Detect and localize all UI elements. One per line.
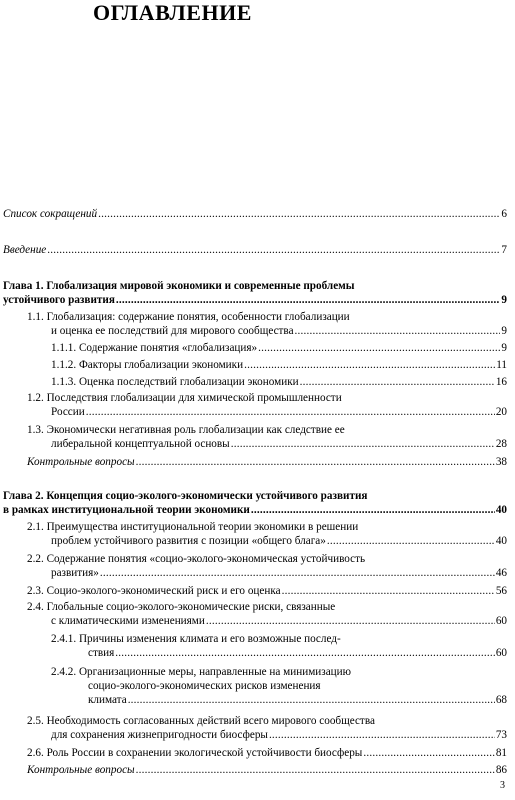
- toc-section-1-1[interactable]: [27, 310, 507, 338]
- toc-entry-label: 1.1.2. Факторы глобализации экономики: [51, 359, 244, 371]
- toc-page-number: 9: [501, 325, 507, 337]
- toc-entry-label: Контрольные вопросы: [27, 456, 135, 468]
- toc-section-2-4[interactable]: [27, 600, 507, 628]
- toc-page-number: 6: [501, 208, 507, 220]
- toc-page-number: 56: [495, 585, 507, 597]
- toc-entry-label: Контрольные вопросы: [27, 764, 135, 776]
- page-number: 3: [500, 780, 505, 791]
- toc-entry-label: 2.4. Глобальные социо-эколого-экономические риски, связанные: [27, 601, 336, 613]
- toc-page-number: 73: [495, 729, 507, 741]
- page-title: ОГЛАВЛЕНИЕ: [93, 0, 252, 25]
- toc-entry-label: 2.6. Роль России в сохранении экологической устойчивости биосферы: [27, 747, 363, 759]
- toc-subsection-1-1-3[interactable]: [51, 375, 507, 389]
- toc-entry-label: Список сокращений: [3, 208, 98, 220]
- toc-page-number: 7: [501, 244, 507, 256]
- toc-page-number: 40: [495, 535, 507, 547]
- toc-entry-label-cont: с климатическими изменениями: [51, 615, 205, 627]
- toc-entry-label-cont: социо-эколого-экономических рисков изменения: [88, 680, 321, 692]
- toc-page-number: 40: [495, 504, 507, 516]
- toc-page-number: 38: [495, 456, 507, 468]
- toc-entry-label: 1.2. Последствия глобализации для химической промышленности: [27, 392, 342, 404]
- toc-entry-label-cont: развития»: [51, 567, 99, 579]
- toc-page-number: 60: [495, 647, 507, 659]
- toc-entry-label: 2.3. Социо-эколого-экономический риск и его оценка: [27, 585, 281, 597]
- toc-entry-label-cont: и оценка ее последствий для мирового сообщества: [51, 325, 294, 337]
- toc-entry-abbreviations[interactable]: [3, 207, 507, 221]
- toc-entry-label: Глава 1. Глобализация мировой экономики и современные проблемы: [3, 280, 355, 292]
- toc-entry-label: 1.1. Глобализация: содержание понятия, особенности глобализации: [27, 311, 350, 323]
- toc-section-1-3[interactable]: [27, 423, 507, 451]
- toc-chapter-2[interactable]: [3, 489, 507, 517]
- toc-page-number: 81: [495, 747, 507, 759]
- toc-page-number: 16: [495, 376, 507, 388]
- toc-review-questions-2[interactable]: [27, 763, 507, 777]
- toc-page-number: 46: [495, 567, 507, 579]
- toc-page-number: 11: [496, 359, 507, 371]
- toc-subsection-1-1-2[interactable]: [51, 358, 507, 372]
- toc-section-2-6[interactable]: [27, 746, 507, 760]
- toc-section-2-5[interactable]: [27, 714, 507, 742]
- toc-entry-label-cont: климата: [88, 694, 127, 706]
- toc-page-number: 86: [495, 764, 507, 776]
- toc-entry-label: 1.3. Экономически негативная роль глобализации как следствие ее: [27, 424, 345, 436]
- toc-page-number: 9: [501, 342, 507, 354]
- toc-subsection-2-4-1[interactable]: [51, 632, 507, 660]
- toc-entry-label-cont: России: [51, 406, 85, 418]
- toc-entry-label-cont: для сохранения жизнепригодности биосферы: [51, 729, 268, 741]
- toc-entry-label-cont: в рамках институциональной теории экономики: [3, 504, 250, 516]
- toc-section-1-2[interactable]: [27, 391, 507, 419]
- toc-page-number: 60: [495, 615, 507, 627]
- toc-entry-label: 1.1.3. Оценка последствий глобализации экономики: [51, 376, 299, 388]
- toc-entry-label: 2.1. Преимущества институциональной теории экономики в решении: [27, 521, 359, 533]
- toc-subsection-2-4-2[interactable]: [51, 665, 507, 707]
- toc-page-number: 9: [501, 294, 507, 306]
- toc-entry-label: 2.5. Необходимость согласованных действий всего мирового сообщества: [27, 715, 375, 727]
- toc-review-questions-1[interactable]: [27, 455, 507, 469]
- toc-entry-label: Введение: [3, 244, 47, 256]
- toc-entry-label-cont: ствия: [88, 647, 115, 659]
- toc-section-2-1[interactable]: [27, 520, 507, 548]
- toc-chapter-1[interactable]: [3, 279, 507, 307]
- toc-entry-label-cont: устойчивого развития: [3, 294, 115, 306]
- toc-entry-introduction[interactable]: [3, 243, 507, 257]
- toc-entry-label: Глава 2. Концепция социо-эколого-экономически устойчивого развития: [3, 490, 368, 502]
- toc-page-number: 20: [495, 406, 507, 418]
- toc-page-number: 68: [495, 694, 507, 706]
- toc-entry-label: 2.4.2. Организационные меры, направленные на минимизацию: [51, 666, 351, 678]
- toc-page-number: 28: [495, 438, 507, 450]
- toc-entry-label: 2.2. Содержание понятия «социо-эколого-экономическая устойчивость: [27, 553, 366, 565]
- toc-section-2-3[interactable]: [27, 584, 507, 598]
- toc-entry-label-cont: проблем устойчивого развития с позиции «общего блага»: [51, 535, 326, 547]
- toc-entry-label: 1.1.1. Содержание понятия «глобализация»: [51, 342, 258, 354]
- toc-subsection-1-1-1[interactable]: [51, 341, 507, 355]
- toc-section-2-2[interactable]: [27, 552, 507, 580]
- toc-entry-label: 2.4.1. Причины изменения климата и его возможные послед-: [51, 633, 341, 645]
- toc-entry-label-cont: либеральной концептуальной основы: [51, 438, 230, 450]
